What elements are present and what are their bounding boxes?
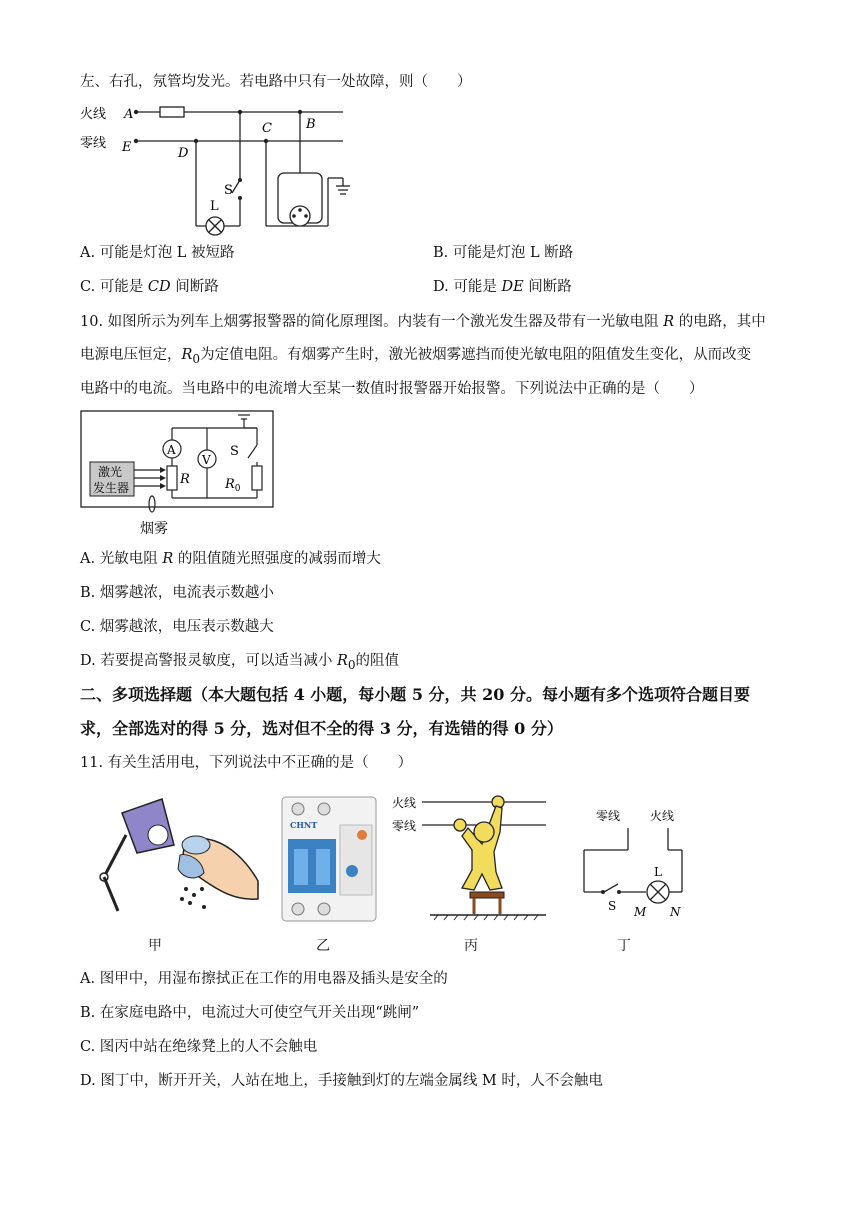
caption-ding: 丁 xyxy=(617,938,631,954)
caption-jia: 甲 xyxy=(148,938,162,954)
switch-s-label: S xyxy=(230,444,239,459)
switch-s-label: S xyxy=(224,183,233,198)
q9-option-a[interactable]: A. 可能是灯泡 L 被短路 xyxy=(80,245,235,261)
figure-jia-wet-hand-lamp xyxy=(92,795,262,925)
q10-option-b[interactable]: B. 烟雾越浓，电流表示数越小 xyxy=(80,585,274,601)
ding-n-label: N xyxy=(670,905,681,919)
q9-circuit-diagram xyxy=(78,98,368,238)
q10-option-a[interactable]: A. 光敏电阻 R 的阻值随光照强度的减弱而增大 xyxy=(80,551,381,567)
q9-live-label: 火线 xyxy=(80,107,107,122)
breaker-brand: CHNT xyxy=(290,820,318,830)
q10-option-d[interactable]: D. 若要提高警报灵敏度，可以适当减小 $R_0$的阻值 xyxy=(80,653,400,672)
q9-neutral-label: 零线 xyxy=(80,136,107,151)
q10-stem-line3: 电路中的电流。当电路中的电流增大至某一数值时报警器开始报警。下列说法中正确的是（ ） xyxy=(80,381,704,397)
section2-heading-line1: 二、多项选择题（本大题包括 4 小题，每小题 5 分，共 20 分。每小题有多个选项符合题目要 xyxy=(80,685,750,704)
q10-stem-line1: 10. 如图所示为列车上烟雾报警器的简化原理图。内装有一个激光发生器及带有一光敏电阻 R 的电路，其中 xyxy=(80,314,766,330)
q9-stem-tail: 左、右孔，氖管均发光。若电路中只有一处故障，则（ ） xyxy=(80,74,472,90)
q9-option-b[interactable]: B. 可能是灯泡 L 断路 xyxy=(433,245,574,261)
q11-stem: 11. 有关生活用电，下列说法中不正确的是（ ） xyxy=(80,755,413,771)
voltmeter-symbol: V xyxy=(202,453,211,467)
figure-yi-air-breaker xyxy=(280,795,380,925)
ammeter-symbol: A xyxy=(167,443,176,457)
section2-heading-line2: 求，全部选对的得 5 分，选对但不全的得 3 分，有选错的得 0 分） xyxy=(80,719,563,738)
point-a-label: A xyxy=(124,107,134,122)
ding-m-label: M xyxy=(634,905,647,919)
resistor-r-label: R xyxy=(180,472,190,487)
laser-label-line1: 激光 xyxy=(98,465,123,479)
q10-stem-line2: 电源电压恒定，$R_0$为定值电阻。有烟雾产生时，激光被烟雾遮挡而使光敏电阻的阻值发生变化，从而改变 xyxy=(80,347,752,366)
figure-ding-circuit xyxy=(574,800,704,925)
smoke-label: 烟雾 xyxy=(140,521,168,537)
caption-bing: 丙 xyxy=(464,938,478,954)
bing-neutral-label: 零线 xyxy=(392,819,417,833)
ding-neutral-label: 零线 xyxy=(596,809,621,823)
resistor-r0-label: $R_0$ xyxy=(225,477,241,494)
ding-live-label: 火线 xyxy=(650,809,675,823)
q10-smoke-alarm-diagram xyxy=(80,410,280,545)
q11-option-b[interactable]: B. 在家庭电路中，电流过大可使空气开关出现“跳闸” xyxy=(80,1005,420,1021)
q10-option-c[interactable]: C. 烟雾越浓，电压表示数越大 xyxy=(80,619,274,635)
q9-option-d[interactable]: D. 可能是 DE 间断路 xyxy=(433,279,572,295)
point-c-label: C xyxy=(262,121,272,136)
q11-option-d[interactable]: D. 图丁中，断开开关，人站在地上，手接触到灯的左端金属线 M 时，人不会触电 xyxy=(80,1073,603,1089)
caption-yi: 乙 xyxy=(316,938,330,954)
lamp-l-label: L xyxy=(210,199,219,214)
point-d-label: D xyxy=(178,146,189,161)
q9-option-c[interactable]: C. 可能是 CD 间断路 xyxy=(80,279,219,295)
laser-label-line2: 发生器 xyxy=(93,481,130,495)
q11-option-c[interactable]: C. 图丙中站在绝缘凳上的人不会触电 xyxy=(80,1039,318,1055)
ding-lamp-label: L xyxy=(654,865,662,879)
point-e-label: E xyxy=(122,140,132,155)
ding-switch-label: S xyxy=(608,899,617,913)
figure-bing-person-on-stool xyxy=(390,792,550,927)
q11-option-a[interactable]: A. 图甲中，用湿布擦拭正在工作的用电器及插头是安全的 xyxy=(80,971,448,987)
bing-live-label: 火线 xyxy=(392,796,417,810)
point-b-label: B xyxy=(306,117,316,132)
